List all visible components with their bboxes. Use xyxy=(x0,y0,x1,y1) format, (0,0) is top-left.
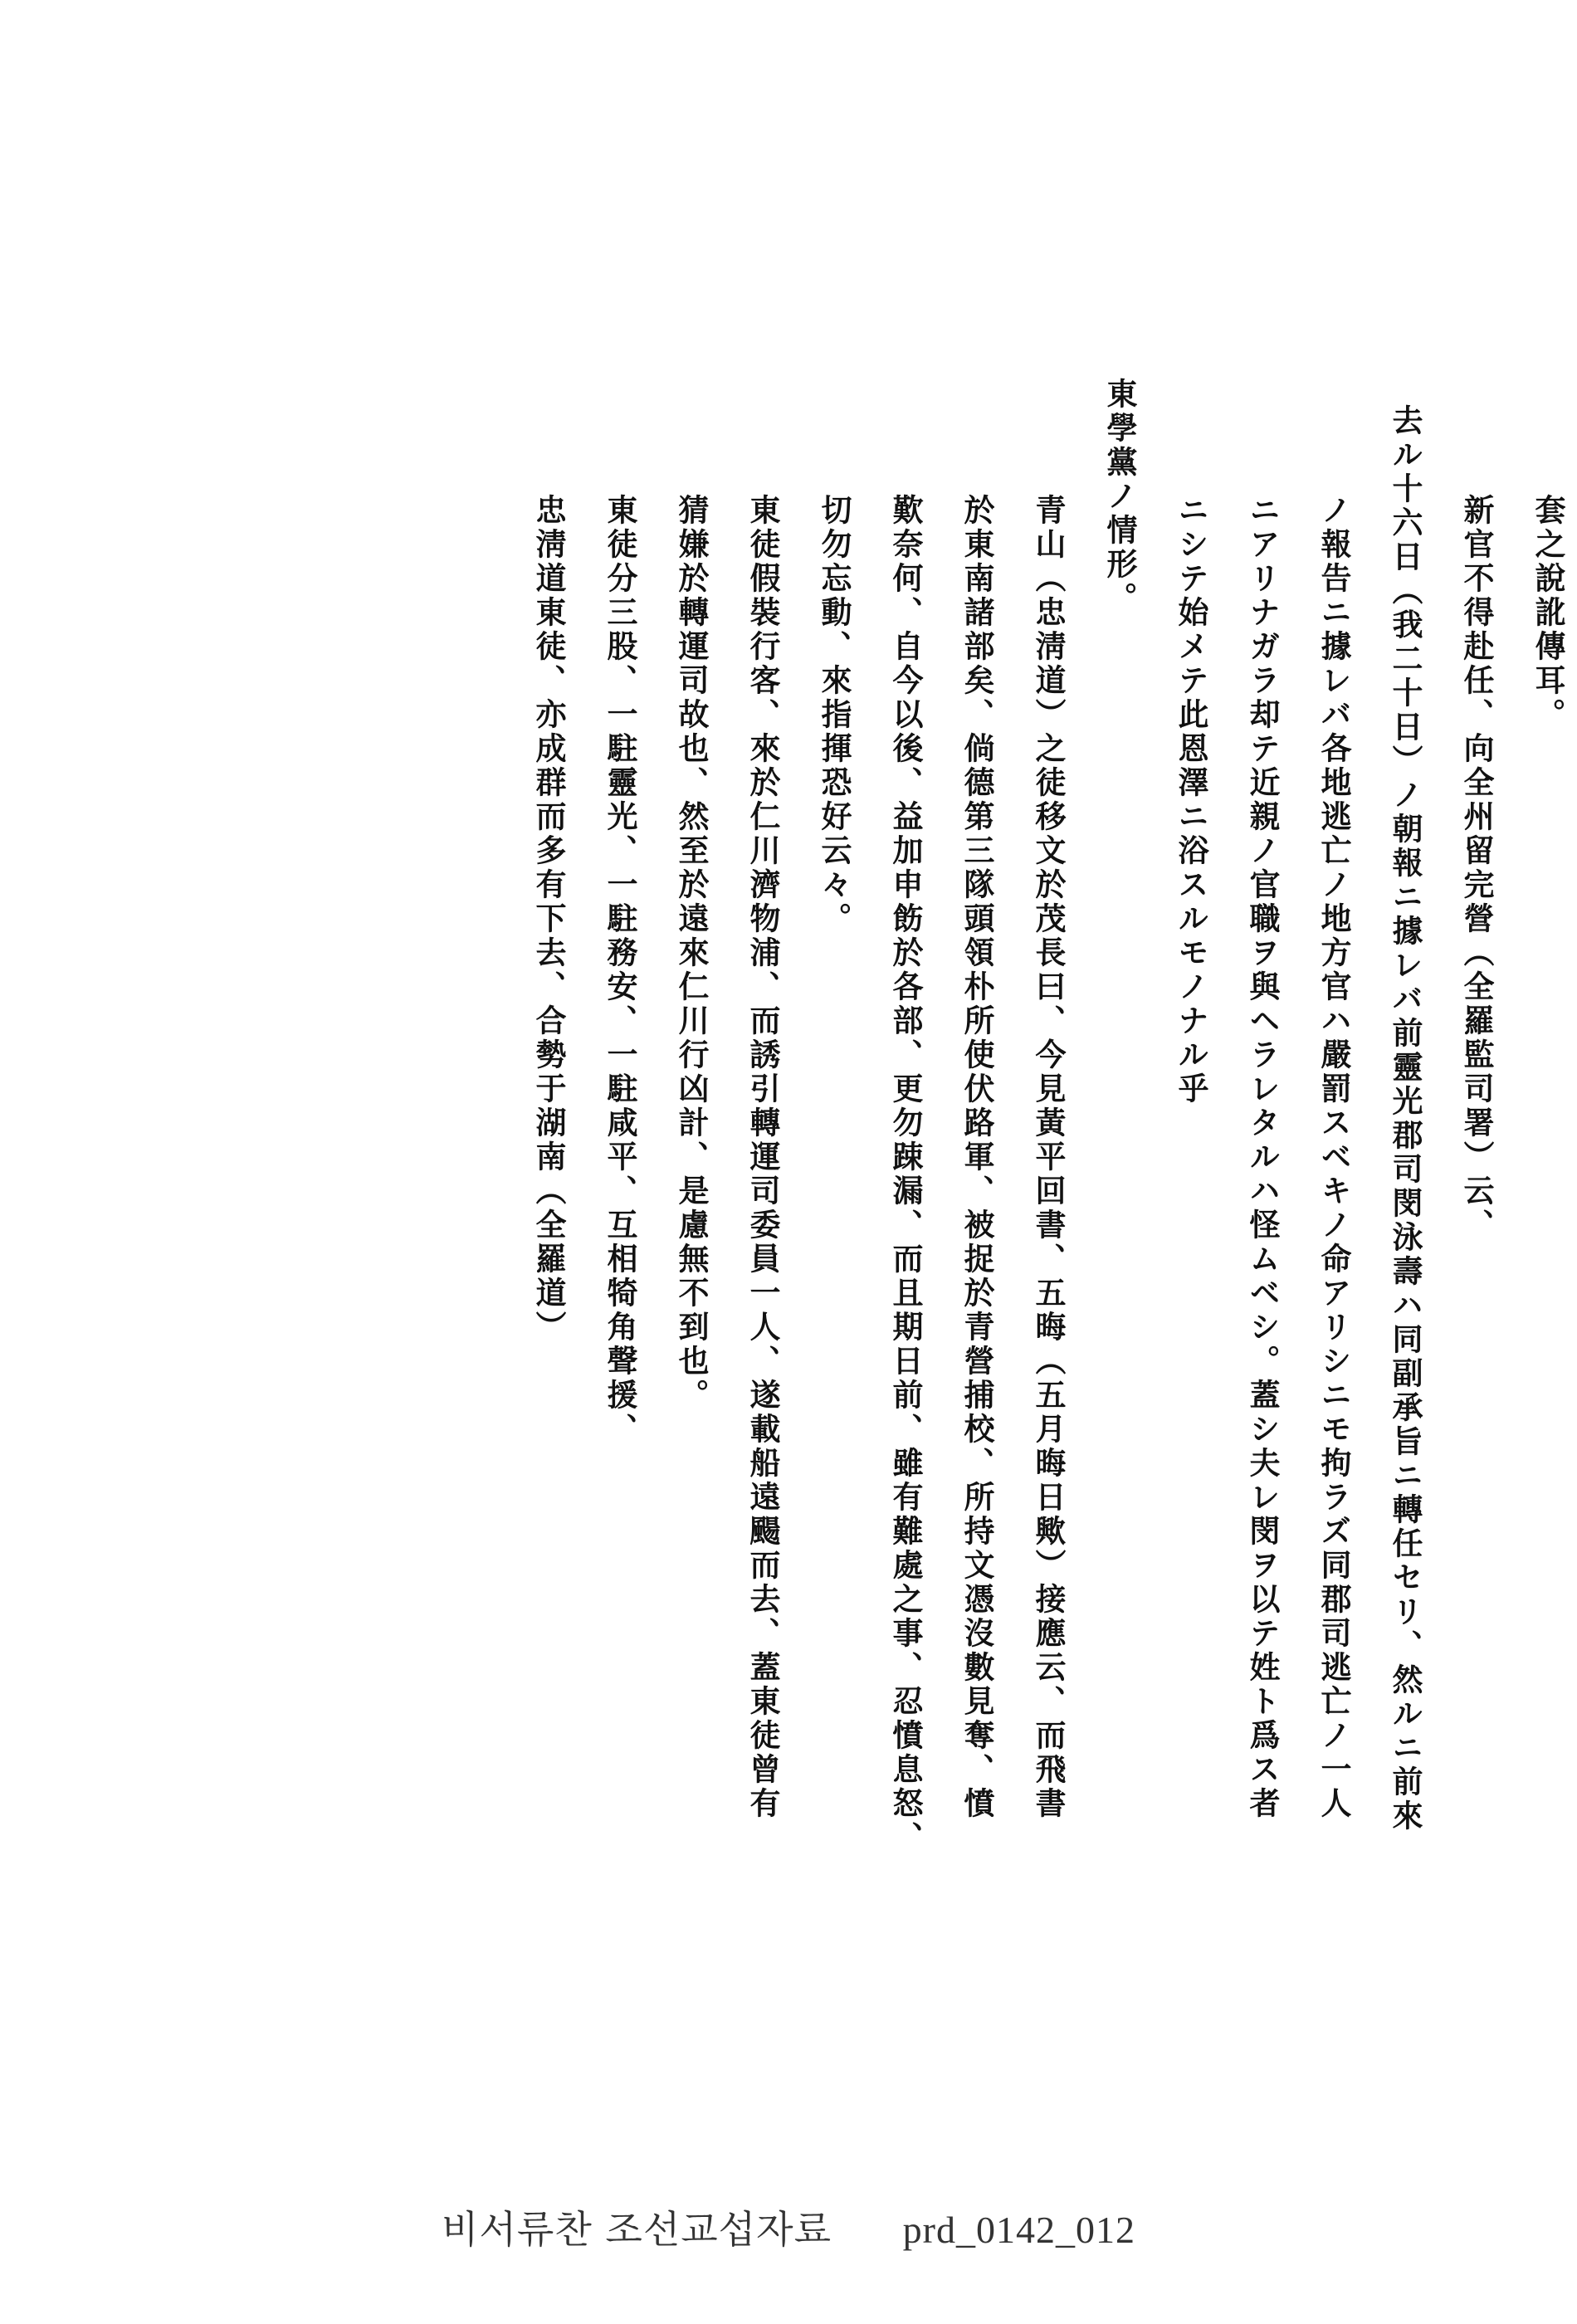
text-column-9: 於東南諸部矣、倘德第三隊頭領朴所使伏路軍、被捉於青營捕校、所持文憑沒數見奪、憤 xyxy=(959,494,995,1821)
text-column-14: 東徒分三股、一駐靈光、一駐務安、一駐咸平、互相犄角聲援、 xyxy=(602,494,638,1447)
text-column-2: 新官不得赴任、向全州留完營（全羅監司署）云、 xyxy=(1458,494,1495,1243)
page-footer xyxy=(0,2200,1577,2254)
text-column-5: ニアリナガラ却テ近親ノ官職ヲ與ヘラレタルハ怪ムベシ。蓋シ夫レ閔ヲ以テ姓ト爲ス者 xyxy=(1244,494,1281,1821)
document-code: prd_0142_012 xyxy=(902,2209,1135,2251)
text-column-1: 套之說訛傳耳。 xyxy=(1530,494,1566,732)
text-column-6: ニシテ始メテ此恩澤ニ浴スルモノナル乎 xyxy=(1173,494,1209,1106)
text-column-12: 東徒假裝行客、來於仁川濟物浦、而誘引轉運司委員一人、遂載船遠颺而去、蓋東徒曾有 xyxy=(745,494,781,1821)
text-column-10: 歎奈何、自今以後、益加申飭於各部、更勿踈漏、而且期日前、雖有難處之事、忍憤息怒、 xyxy=(887,494,924,1855)
text-column-15: 忠淸道東徒、亦成群而多有下去、合勢于湖南（全羅道） xyxy=(530,494,567,1345)
section-heading: 東學黨ノ情形。 xyxy=(1101,378,1138,616)
text-column-4: ノ報告ニ據レバ各地逃亡ノ地方官ハ嚴罰スベキノ命アリシニモ拘ラズ同郡司逃亡ノ一人 xyxy=(1316,494,1352,1821)
text-column-11: 切勿忘動、來指揮恐好云々。 xyxy=(816,494,852,936)
collection-title: 비서류찬 조선교섭자료 xyxy=(442,2207,832,2252)
text-column-3: 去ル十六日（我二十日）ノ朝報ニ據レバ前靈光郡司閔泳壽ハ同副承旨ニ轉任セリ、然ルニ前來 xyxy=(1387,404,1423,1833)
text-column-13: 猜嫌於轉運司故也、然至於遠來仁川行凶計、是慮無不到也。 xyxy=(673,494,710,1413)
text-column-8: 青山（忠淸道）之徒移文於茂長曰、今見黃平回書、五晦（五月晦日歟）接應云、而飛書 xyxy=(1030,494,1067,1821)
vertical-text-block xyxy=(261,378,1566,1855)
